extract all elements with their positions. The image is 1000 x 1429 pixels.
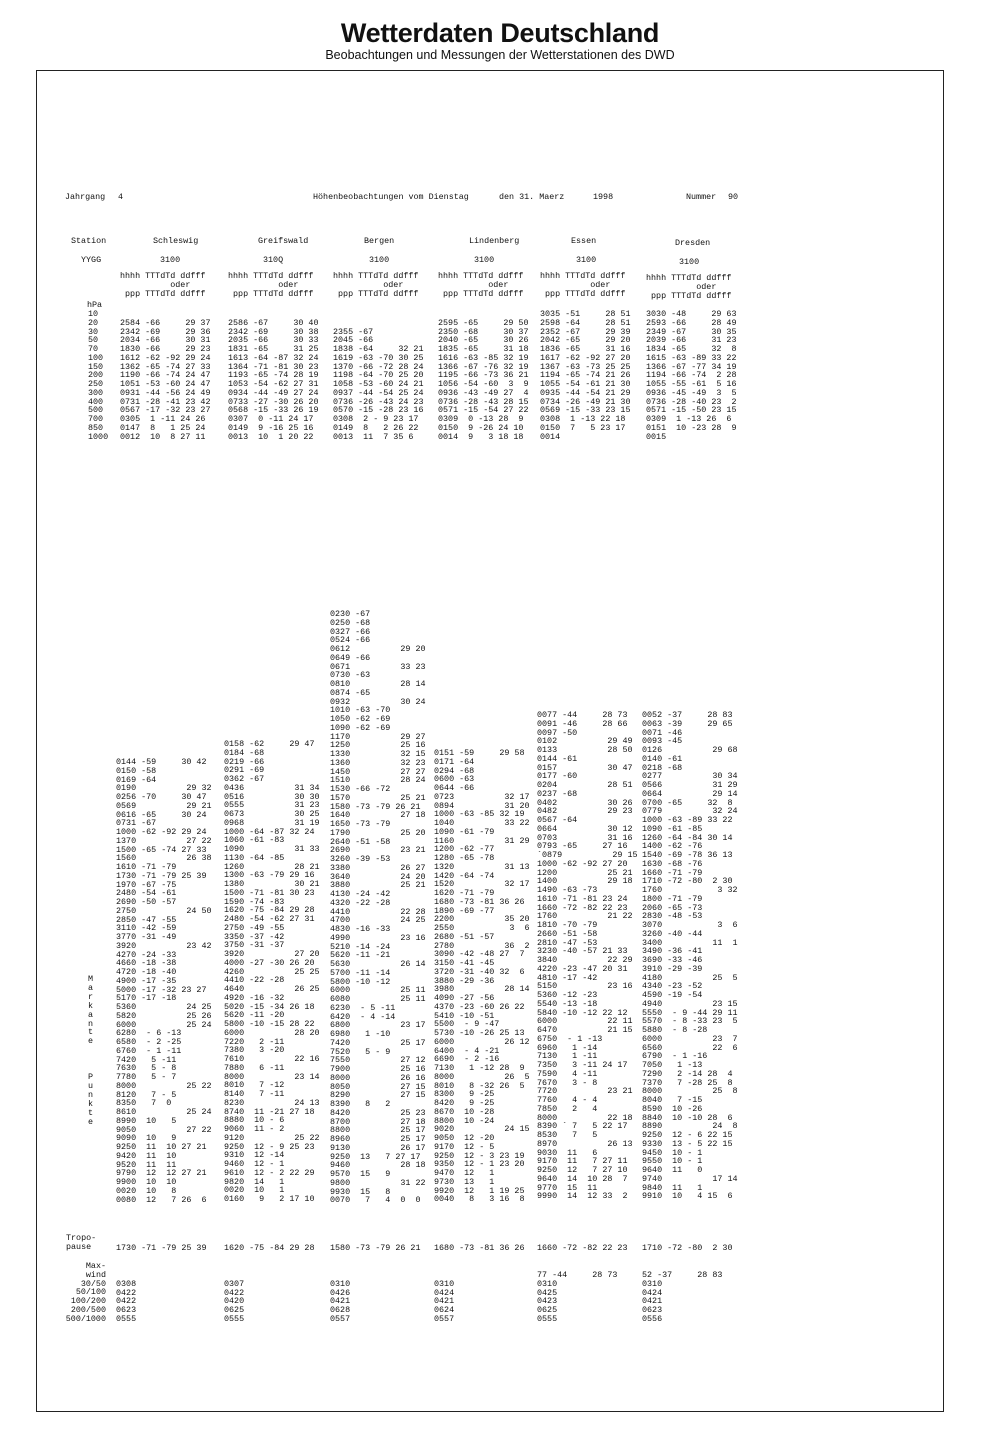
station-yygg: 3100 (474, 255, 495, 265)
station-name: Greifswald (258, 236, 309, 246)
station-yygg: 310Q (263, 255, 284, 265)
station-name: Bergen (364, 236, 395, 246)
column-header: hhhh TTTdTd ddfff oder ppp TTTdTd ddfff (228, 271, 314, 299)
tropopause-value: 1710 -72 -80 2 30 (642, 1243, 733, 1253)
station-name: Lindenberg (469, 236, 520, 246)
nummer-label: Nummer (686, 192, 717, 202)
markante-punkte-label: M a r k a n t e P u n k t e (88, 974, 94, 1127)
tropopause-value: 1680 -73 -81 36 26 (434, 1243, 525, 1253)
station-name: Essen (571, 236, 597, 246)
tropopause-value: 1580 -73 -79 26 21 (330, 1243, 421, 1253)
nummer-value: 90 (728, 192, 739, 202)
station-data: 0151 -59 29 58 0171 -64 0294 -68 0600 -63 0644 -66 0723 32 17 0894 31 20 1000 -63 -85 32 19 1040 33 22 1090 -61 -79 1160 31 29 1200 -62 -77 1280 -65 -78 1320 31 13 1420 -64 -74 1520 32 17 1620 -71 -79 1680 -73 -81 36 26 1890 -69 -77 2200 35 20 2550 3 6 2680 -51 -57 2780 36 2 3090 -42 -48 27 7 3150 -41 -45 3720 -31 -40 32 6 3880 -29 -36 3980 28 14 4090 -27 -56 4370 -23 -60 26 22 5410 -10 -51 5500 - 9 -47 5730 -10 -26 25 13 6000 26 12 6400 - 4 -21 6690 - 2 -16 7130 1 -12 28 9 8000 26 5 8010 8 -32 26 5 8300 9 -25 8420 9 -25 8670 10 -28 8800 10 -24 9020 24 15 9050 12 -20 9170 12 - 5 9250 12 - 3 23 19 9350 12 - 1 23 20 9470 12 1 9730 13 1 9920 12 1 19 25 0040 8 3 16 8 (434, 748, 530, 1205)
page-subtitle: Beobachtungen und Messungen der Wetterstationen des DWD (325, 48, 675, 62)
station-data: 2595 -65 29 50 2350 -68 30 37 2040 -65 30 26 1835 -65 31 18 1616 -63 -85 32 19 1366 -67 -76 32 19 1195 -66 -73 36 21 1056 -54 -60 3 9 0936 -43 -49 27 4 0736 -28 -43 28 15 0571 -15 -54 27 22 0309 0 -13 28 9 0150 9 -26 24 10 0014 9 3 18 18 (438, 317, 529, 442)
jahrgang-label: Jahrgang (65, 192, 106, 202)
maxwind-data: 77 -44 28 73 0310 0425 0423 0625 0555 (537, 1270, 618, 1324)
maxwind-data: 0310 0426 0421 0628 0557 (330, 1278, 351, 1324)
maxwind-data: 52 -37 28 83 0310 0424 0421 0623 0556 (642, 1270, 723, 1324)
column-header: hhhh TTTdTd ddfff oder ppp TTTdTd ddfff (333, 271, 419, 299)
column-header: hhhh TTTdTd ddfff oder ppp TTTdTd ddfff (646, 273, 732, 301)
column-header: hhhh TTTdTd ddfff oder ppp TTTdTd ddfff (540, 271, 626, 299)
tropopause-value: 1620 -75 -84 29 28 (224, 1243, 315, 1253)
maxwind-label: Max- wind 30/50 50/100 100/200 200/500 500/1000 (65, 1261, 106, 1324)
station-data: 0052 -37 28 83 0063 -39 29 65 0071 -46 0093 -45 0126 29 68 0140 -61 0218 -68 0277 30 34 0566 31 29 0664 29 14 0700 -65 32 8 0779 32 24 1000 -63 -89 33 22 1090 -61 -85 1260 -64 -84 30 14 1400 -62 -76 1540 -69 -78 36 13 1630 -68 -76 1660 -71 -79 1710 -72 -80 2 30 1760 3 32 1800 -71 -79 2060 -65 -73 2830 -48 -53 3070 3 6 3260 -40 -44 3400 11 1 3490 -36 -41 3690 -33 -46 3910 -29 -39 4180 25 5 4340 -23 -52 4590 -19 -54 4940 23 15 5550 - 9 -44 29 11 5570 - 8 -33 23 5 5880 - 8 -28 6000 23 7 6560 22 6 6790 - 1 -16 7050 1 -13 7290 2 -14 28 4 7370 7 -28 25 8 8000 25 8 8040 7 -15 8590 10 -26 8840 10 -10 28 6 8890 24 8 9250 12 - 6 22 15 9330 13 - 5 22 15 9450 10 - 1 9550 10 - 1 9640 11 0 9740 17 14 9840 11 1 9910 10 4 15 6 (642, 710, 738, 1202)
year: 1998 (593, 192, 614, 202)
station-name: Dresden (675, 238, 711, 248)
maxwind-data: 0308 0422 0422 0623 0555 (116, 1278, 137, 1324)
station-data: 0158 -62 29 47 0184 -68 0219 -66 0291 -69 0362 -67 0436 31 34 0516 30 30 0555 31 23 0673 30 25 0968 31 19 1000 -64 -87 32 24 1060 -61 -83 1090 31 33 1130 -64 -85 1260 28 21 1300 -63 -79 29 16 1380 30 21 1500 -71 -81 30 23 1590 -74 -83 1620 -75 -84 29 28 2480 -54 -62 27 31 2750 -49 -55 3350 -37 -42 3750 -31 -37 3920 27 20 4000 -27 -30 26 20 4260 25 25 4410 -22 -28 4640 26 25 4920 -16 -32 5020 -15 -34 26 18 5620 -11 -20 5800 -10 -15 28 22 6000 28 20 7220 2 -11 7380 3 -20 7610 22 16 7880 6 -11 8000 23 14 8010 7 -12 8140 7 -11 8230 24 13 8740 11 -21 27 18 8880 10 - 6 9060 11 - 2 9120 25 22 9250 12 - 9 25 23 9310 12 -14 9460 12 - 1 9610 12 - 2 22 29 9820 14 1 0020 10 1 0160 9 2 17 10 (224, 739, 320, 1204)
tropopause-value: 1660 -72 -82 22 23 (537, 1243, 628, 1253)
station-data: 3035 -51 28 51 2598 -64 28 51 2352 -67 29 39 2042 -65 29 20 1836 -65 31 16 1617 -62 -92 27 20 1367 -63 -73 25 25 1194 -65 -74 21 26 1055 -54 -61 21 30 0935 -44 -54 21 29 0734 -26 -49 21 30 0569 -15 -33 23 15 0308 1 -13 22 18 0150 7 5 23 17 0014 (540, 309, 631, 442)
column-header: hhhh TTTdTd ddfff oder ppp TTTdTd ddfff (438, 271, 524, 299)
station-data: 2586 -67 30 40 2342 -69 30 38 2035 -66 30 33 1831 -65 31 25 1613 -64 -87 32 24 1364 -71 -81 30 23 1193 -65 -74 28 19 1053 -54 -62 27 31 0934 -44 -49 27 24 0733 -27 -30 26 20 0568 -15 -33 26 19 0307 0 -11 24 17 0149 9 -16 25 16 0013 10 1 20 22 (228, 317, 319, 442)
maxwind-data: 0307 0422 0420 0625 0555 (224, 1278, 245, 1324)
station-yygg: 3100 (160, 255, 181, 265)
station-yygg: 3100 (576, 255, 597, 265)
station-data: 0230 -67 0250 -68 0327 -66 0524 -66 0612 29 20 0649 -66 0671 33 23 0730 -63 0810 28 14 0874 -65 0932 30 24 1010 -63 -70 1050 -62 -69 1090 -62 -69 1170 29 27 1250 25 16 1330 32 15 1360 32 23 1450 27 27 1510 28 24 1530 -66 -72 1570 25 21 1580 -73 -79 26 21 1640 27 18 1650 -73 -79 1790 25 20 2640 -51 -58 2690 23 21 3260 -39 -53 3380 26 27 3640 24 20 3880 25 21 4130 -24 -42 4320 -22 -28 4410 22 28 4700 24 25 4830 -16 -33 4990 23 16 5210 -14 -24 5620 -11 -21 5630 26 14 5700 -11 -14 5800 -10 -12 6000 25 11 6080 25 11 6230 - 5 -11 6420 - 4 -14 6800 23 17 6980 1 -10 7420 25 17 7520 5 - 9 7550 27 12 7900 25 16 8000 26 16 8050 27 15 8290 27 15 8390 8 2 8420 25 23 8700 27 18 8800 25 17 8960 25 17 9130 26 17 9250 13 7 27 17 9460 28 18 9570 15 9 9800 31 22 9930 15 8 0070 7 4 0 0 (330, 609, 426, 1206)
date: den 31. Maerz (499, 192, 565, 202)
station-data: 0077 -44 28 73 0091 -46 28 66 0097 -50 0102 29 49 0133 28 50 0144 -61 0157 30 47 0177 -60 0204 28 51 0237 -68 0402 30 26 0482 29 23 0567 -64 0664 30 12 0703 31 16 0793 -65 27 16 `0879 29 15 1000 -62 -92 27 20 1200 25 21 1400 29 18 1490 -63 -73 1610 -71 -81 23 24 1660 -72 -82 22 23 1760 21 22 1810 -70 -79 2660 -51 -58 2810 -47 -53 3230 -40 -57 21 33 3840 22 29 4220 -23 -47 20 31 4810 -17 -42 5150 23 16 5360 -12 -23 5540 -13 -18 5840 -10 -12 22 12 6000 22 11 6470 21 15 6750 - 1 -13 6960 1 -14 7130 1 -11 7350 3 -11 24 17 7590 4 -11 7670 3 - 8 7720 23 21 7760 4 - 4 7850 2 4 8000 22 18 8390 ` 7 5 22 17 8530 7 5 8970 26 13 9030 11 6 9170 11 7 27 11 9250 12 7 27 10 9640 14 10 28 7 9770 15 11 9990 14 12 33 2 (537, 710, 638, 1202)
station-data: 2584 -66 29 37 2342 -69 29 36 2034 -66 30 31 1830 -66 29 23 1612 -62 -92 29 24 1362 -65 -74 27 33 1190 -66 -74 24 47 1051 -53 -60 24 47 0931 -44 -56 24 49 0731 -28 -41 23 42 0567 -17 -32 23 27 0305 1 -11 24 26 0147 8 1 25 24 0012 10 8 27 11 (120, 317, 211, 442)
pressure-levels: 10 20 30 50 70 100 150 200 250 300 400 500 700 850 1000 (88, 309, 109, 442)
station-data: 0144 -59 30 42 0150 -58 0169 -64 0190 29 32 0256 -70 30 47 0569 29 21 0616 -65 30 24 0731 -67 1000 -62 -92 29 24 1370 27 22 1500 -65 -74 27 33 1560 26 38 1610 -71 -79 1730 -71 -79 25 39 1970 -67 -75 2480 -54 -61 2690 -50 -57 2750 24 50 2850 -47 -55 3110 -42 -59 3770 -31 -49 3920 23 42 4270 -24 -33 4660 -18 -38 4720 -18 -40 4900 -17 -35 5000 -17 -32 23 27 5170 -17 -18 5360 24 25 5820 25 26 6000 25 24 6280 - 6 -13 6580 - 2 -25 6760 - 1 -11 7420 5 -11 7630 5 - 8 7780 5 - 7 8000 25 22 8120 7 - 5 8350 7 0 8610 25 24 8990 10 5 9050 27 22 9090 10 9 9250 11 10 27 21 9420 11 10 9520 11 11 9790 12 12 27 21 9900 10 10 0020 10 8 0080 12 7 26 6 (116, 757, 212, 1205)
station-data: 2355 -67 2045 -66 1838 -64 32 21 1619 -63 -70 30 25 1370 -66 -72 28 24 1198 -64 -70 25 20 1058 -53 -60 24 21 0937 -44 -54 25 24 0736 -26 -43 24 23 0570 -15 -28 23 16 0308 2 - 9 23 17 0149 8 2 26 22 0013 11 7 35 6 (333, 326, 424, 442)
page-title: Wetterdaten Deutschland (340, 18, 660, 48)
station-yygg: 3100 (369, 255, 390, 265)
yygg-label: YYGG (81, 255, 102, 265)
tropopause-label: Tropo- pause (66, 1233, 97, 1253)
jahrgang-value: 4 (118, 192, 124, 202)
description: Höhenbeobachtungen vom Dienstag (313, 192, 469, 202)
station-name: Schleswig (153, 236, 199, 246)
station-data: 3030 -48 29 63 2593 -66 28 49 2349 -67 30 35 2039 -66 31 23 1834 -65 32 8 1615 -63 -89 33 22 1366 -67 -77 34 19 1194 -66 -74 2 28 1055 -55 -61 5 16 0936 -45 -49 3 5 0736 -28 -40 23 2 0571 -15 -50 23 15 0309 1 -13 26 6 0151 10 -23 28 9 0015 (646, 309, 737, 442)
column-header: hhhh TTTdTd ddfff oder ppp TTTdTd ddfff (120, 271, 206, 299)
station-yygg: 3100 (679, 257, 700, 267)
tropopause-value: 1730 -71 -79 25 39 (116, 1243, 207, 1253)
station-label: Station (71, 236, 107, 246)
hpa-label: hPa (87, 300, 103, 310)
maxwind-data: 0310 0424 0421 0624 0557 (434, 1278, 455, 1324)
